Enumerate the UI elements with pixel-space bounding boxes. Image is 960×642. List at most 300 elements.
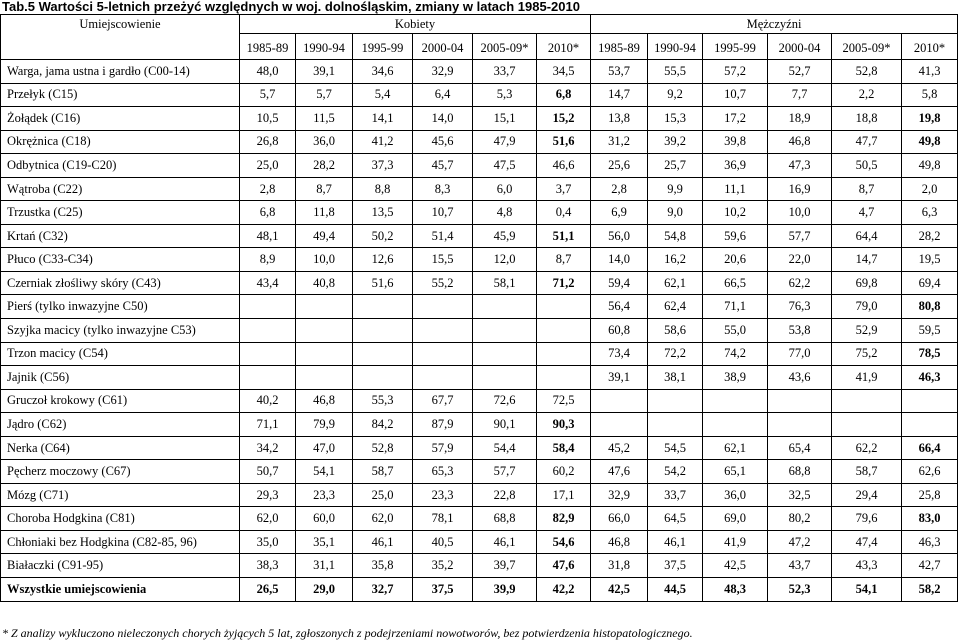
table-row <box>1 60 958 84</box>
women-value-cell: 31,1 <box>296 554 353 578</box>
men-value-cell <box>902 389 958 413</box>
men-value-cell <box>648 389 703 413</box>
table-row <box>1 154 958 178</box>
row-label: Pierś (tylko inwazyjne C50) <box>1 295 240 319</box>
table-row <box>1 389 958 413</box>
women-value-cell: 50,2 <box>353 224 413 248</box>
women-value-cell: 47,6 <box>537 554 591 578</box>
men-value-cell: 71,1 <box>703 295 768 319</box>
men-value-cell: 25,6 <box>591 154 648 178</box>
women-value-cell: 10,7 <box>413 201 473 225</box>
women-value-cell: 17,1 <box>537 483 591 507</box>
men-value-cell: 46,3 <box>902 366 958 390</box>
women-value-cell: 11,5 <box>296 107 353 131</box>
women-value-cell: 50,7 <box>240 460 296 484</box>
row-label: Jądro (C62) <box>1 413 240 437</box>
row-label: Trzon macicy (C54) <box>1 342 240 366</box>
men-value-cell: 52,8 <box>832 60 902 84</box>
men-value-cell: 47,2 <box>768 530 832 554</box>
men-value-cell <box>648 413 703 437</box>
table-row <box>1 578 958 602</box>
women-value-cell: 40,2 <box>240 389 296 413</box>
period-header-row <box>1 34 958 60</box>
women-value-cell <box>473 295 537 319</box>
row-label: Okrężnica (C18) <box>1 130 240 154</box>
women-value-cell: 43,4 <box>240 271 296 295</box>
women-value-cell: 12,0 <box>473 248 537 272</box>
women-value-cell: 15,2 <box>537 107 591 131</box>
row-label: Szyjka macicy (tylko inwazyjne C53) <box>1 319 240 343</box>
men-value-cell: 25,7 <box>648 154 703 178</box>
men-value-cell <box>591 389 648 413</box>
women-value-cell: 51,4 <box>413 224 473 248</box>
men-value-cell: 46,8 <box>591 530 648 554</box>
women-value-cell: 0,4 <box>537 201 591 225</box>
men-value-cell: 16,9 <box>768 177 832 201</box>
women-value-cell: 29,3 <box>240 483 296 507</box>
women-value-cell <box>353 366 413 390</box>
men-value-cell: 64,5 <box>648 507 703 531</box>
men-period-header: 2000-04 <box>768 34 832 60</box>
men-value-cell: 7,7 <box>768 83 832 107</box>
women-value-cell: 42,2 <box>537 578 591 602</box>
men-value-cell: 36,0 <box>703 483 768 507</box>
men-value-cell: 25,8 <box>902 483 958 507</box>
men-value-cell <box>703 389 768 413</box>
women-value-cell: 90,3 <box>537 413 591 437</box>
table-row <box>1 271 958 295</box>
women-value-cell: 84,2 <box>353 413 413 437</box>
table-row <box>1 201 958 225</box>
men-value-cell: 39,8 <box>703 130 768 154</box>
men-value-cell: 33,7 <box>648 483 703 507</box>
men-value-cell: 42,5 <box>591 578 648 602</box>
group-header-row <box>1 15 958 34</box>
men-value-cell: 54,8 <box>648 224 703 248</box>
men-value-cell: 57,2 <box>703 60 768 84</box>
men-value-cell: 45,2 <box>591 436 648 460</box>
women-period-header: 2005-09* <box>473 34 537 60</box>
women-value-cell <box>413 319 473 343</box>
women-value-cell: 33,7 <box>473 60 537 84</box>
women-value-cell: 8,7 <box>296 177 353 201</box>
women-value-cell: 71,2 <box>537 271 591 295</box>
women-value-cell: 78,1 <box>413 507 473 531</box>
table-title: Tab.5 Wartości 5-letnich przeżyć względnych w woj. dolnośląskim, zmiany w latach 1985-2010 <box>2 0 580 14</box>
women-value-cell: 39,7 <box>473 554 537 578</box>
women-value-cell: 79,9 <box>296 413 353 437</box>
men-value-cell: 46,8 <box>768 130 832 154</box>
women-value-cell <box>296 319 353 343</box>
table-body <box>1 60 958 602</box>
women-header: Kobiety <box>240 15 591 34</box>
women-value-cell <box>537 342 591 366</box>
men-value-cell: 69,0 <box>703 507 768 531</box>
women-period-header: 2000-04 <box>413 34 473 60</box>
survival-table <box>0 14 958 602</box>
women-value-cell <box>537 366 591 390</box>
women-value-cell <box>296 366 353 390</box>
women-value-cell <box>413 342 473 366</box>
men-value-cell: 36,9 <box>703 154 768 178</box>
women-value-cell <box>296 295 353 319</box>
row-label: Choroba Hodgkina (C81) <box>1 507 240 531</box>
women-value-cell: 57,7 <box>473 460 537 484</box>
men-value-cell: 31,8 <box>591 554 648 578</box>
women-value-cell: 35,0 <box>240 530 296 554</box>
men-value-cell: 78,5 <box>902 342 958 366</box>
table-row <box>1 130 958 154</box>
men-value-cell: 54,2 <box>648 460 703 484</box>
women-value-cell: 72,6 <box>473 389 537 413</box>
men-value-cell <box>703 413 768 437</box>
women-value-cell: 8,7 <box>537 248 591 272</box>
men-value-cell: 69,8 <box>832 271 902 295</box>
women-value-cell: 2,8 <box>240 177 296 201</box>
men-value-cell <box>832 413 902 437</box>
men-value-cell: 79,0 <box>832 295 902 319</box>
women-value-cell <box>537 295 591 319</box>
women-value-cell: 8,8 <box>353 177 413 201</box>
row-label: Odbytnica (C19-C20) <box>1 154 240 178</box>
women-value-cell: 8,9 <box>240 248 296 272</box>
women-value-cell: 5,3 <box>473 83 537 107</box>
men-value-cell: 18,9 <box>768 107 832 131</box>
men-value-cell <box>902 413 958 437</box>
men-value-cell: 2,8 <box>591 177 648 201</box>
row-label: Gruczoł krokowy (C61) <box>1 389 240 413</box>
men-value-cell <box>768 389 832 413</box>
men-value-cell: 28,2 <box>902 224 958 248</box>
table-row <box>1 483 958 507</box>
men-value-cell: 65,1 <box>703 460 768 484</box>
men-value-cell: 48,3 <box>703 578 768 602</box>
table-row <box>1 366 958 390</box>
men-value-cell: 10,2 <box>703 201 768 225</box>
women-value-cell: 37,5 <box>413 578 473 602</box>
men-value-cell: 52,3 <box>768 578 832 602</box>
men-value-cell: 9,9 <box>648 177 703 201</box>
row-label: Płuco (C33-C34) <box>1 248 240 272</box>
men-value-cell: 11,1 <box>703 177 768 201</box>
women-value-cell <box>473 342 537 366</box>
women-period-header: 1990-94 <box>296 34 353 60</box>
men-value-cell: 62,1 <box>703 436 768 460</box>
women-value-cell: 62,0 <box>240 507 296 531</box>
men-value-cell: 41,9 <box>703 530 768 554</box>
men-value-cell: 37,5 <box>648 554 703 578</box>
men-value-cell: 42,7 <box>902 554 958 578</box>
women-value-cell <box>240 295 296 319</box>
men-value-cell: 75,2 <box>832 342 902 366</box>
table-row <box>1 342 958 366</box>
men-value-cell: 66,5 <box>703 271 768 295</box>
row-label: Przełyk (C15) <box>1 83 240 107</box>
men-value-cell: 47,6 <box>591 460 648 484</box>
men-value-cell: 52,9 <box>832 319 902 343</box>
men-value-cell: 44,5 <box>648 578 703 602</box>
women-value-cell: 28,2 <box>296 154 353 178</box>
table-row <box>1 248 958 272</box>
women-value-cell: 40,5 <box>413 530 473 554</box>
women-period-header: 1995-99 <box>353 34 413 60</box>
women-period-header: 2010* <box>537 34 591 60</box>
women-value-cell: 14,1 <box>353 107 413 131</box>
men-value-cell: 74,2 <box>703 342 768 366</box>
men-value-cell: 29,4 <box>832 483 902 507</box>
women-value-cell: 25,0 <box>240 154 296 178</box>
women-value-cell: 11,8 <box>296 201 353 225</box>
men-value-cell: 32,9 <box>591 483 648 507</box>
table-row <box>1 319 958 343</box>
men-value-cell: 39,2 <box>648 130 703 154</box>
men-value-cell: 41,9 <box>832 366 902 390</box>
men-value-cell <box>768 413 832 437</box>
women-value-cell: 58,7 <box>353 460 413 484</box>
women-value-cell <box>473 319 537 343</box>
row-label: Trzustka (C25) <box>1 201 240 225</box>
women-value-cell: 45,6 <box>413 130 473 154</box>
men-value-cell: 15,3 <box>648 107 703 131</box>
table-row <box>1 295 958 319</box>
women-value-cell: 10,5 <box>240 107 296 131</box>
women-value-cell <box>296 342 353 366</box>
men-value-cell: 19,5 <box>902 248 958 272</box>
men-value-cell: 6,3 <box>902 201 958 225</box>
men-value-cell: 55,5 <box>648 60 703 84</box>
women-value-cell: 4,8 <box>473 201 537 225</box>
men-value-cell: 62,6 <box>902 460 958 484</box>
men-value-cell: 50,5 <box>832 154 902 178</box>
women-value-cell: 46,8 <box>296 389 353 413</box>
women-value-cell: 47,0 <box>296 436 353 460</box>
men-value-cell: 38,1 <box>648 366 703 390</box>
women-value-cell: 34,6 <box>353 60 413 84</box>
women-value-cell: 8,3 <box>413 177 473 201</box>
men-value-cell: 47,7 <box>832 130 902 154</box>
women-value-cell: 37,3 <box>353 154 413 178</box>
women-value-cell: 48,0 <box>240 60 296 84</box>
women-value-cell: 39,1 <box>296 60 353 84</box>
men-value-cell: 52,7 <box>768 60 832 84</box>
men-value-cell: 43,7 <box>768 554 832 578</box>
men-value-cell: 5,8 <box>902 83 958 107</box>
women-value-cell: 23,3 <box>413 483 473 507</box>
women-value-cell: 26,5 <box>240 578 296 602</box>
men-value-cell: 38,9 <box>703 366 768 390</box>
men-value-cell: 10,7 <box>703 83 768 107</box>
women-value-cell: 54,1 <box>296 460 353 484</box>
men-value-cell: 16,2 <box>648 248 703 272</box>
footnote: * Z analizy wykluczono nieleczonych chorych żyjących 5 lat, zgłoszonych z podejrzeniami nowotworów, bez potwierdzenia histopatologicznego. <box>2 626 693 640</box>
men-value-cell: 58,6 <box>648 319 703 343</box>
men-value-cell: 55,0 <box>703 319 768 343</box>
women-value-cell: 3,7 <box>537 177 591 201</box>
row-label: Białaczki (C91-95) <box>1 554 240 578</box>
men-value-cell: 62,1 <box>648 271 703 295</box>
men-value-cell: 49,8 <box>902 130 958 154</box>
women-value-cell <box>240 366 296 390</box>
men-value-cell: 53,8 <box>768 319 832 343</box>
women-value-cell: 10,0 <box>296 248 353 272</box>
men-value-cell: 6,9 <box>591 201 648 225</box>
men-value-cell: 20,6 <box>703 248 768 272</box>
men-value-cell: 54,1 <box>832 578 902 602</box>
women-value-cell: 6,4 <box>413 83 473 107</box>
men-value-cell: 68,8 <box>768 460 832 484</box>
men-value-cell: 56,0 <box>591 224 648 248</box>
row-label: Nerka (C64) <box>1 436 240 460</box>
men-value-cell: 17,2 <box>703 107 768 131</box>
men-value-cell: 8,7 <box>832 177 902 201</box>
men-value-cell: 9,2 <box>648 83 703 107</box>
men-value-cell: 79,6 <box>832 507 902 531</box>
men-value-cell: 53,7 <box>591 60 648 84</box>
men-value-cell: 49,8 <box>902 154 958 178</box>
men-value-cell: 62,2 <box>768 271 832 295</box>
women-value-cell: 51,1 <box>537 224 591 248</box>
row-label: Jajnik (C56) <box>1 366 240 390</box>
men-value-cell: 32,5 <box>768 483 832 507</box>
women-value-cell: 15,1 <box>473 107 537 131</box>
women-value-cell: 34,2 <box>240 436 296 460</box>
men-value-cell: 80,2 <box>768 507 832 531</box>
women-value-cell: 39,9 <box>473 578 537 602</box>
men-value-cell: 73,4 <box>591 342 648 366</box>
men-period-header: 2005-09* <box>832 34 902 60</box>
women-value-cell <box>240 319 296 343</box>
row-label: Mózg (C71) <box>1 483 240 507</box>
men-value-cell: 42,5 <box>703 554 768 578</box>
men-value-cell: 58,7 <box>832 460 902 484</box>
women-value-cell: 6,8 <box>537 83 591 107</box>
men-value-cell: 4,7 <box>832 201 902 225</box>
men-value-cell: 18,8 <box>832 107 902 131</box>
row-label: Czerniak złośliwy skóry (C43) <box>1 271 240 295</box>
women-value-cell <box>537 319 591 343</box>
table-row <box>1 460 958 484</box>
women-value-cell: 12,6 <box>353 248 413 272</box>
women-value-cell: 65,3 <box>413 460 473 484</box>
women-value-cell: 6,0 <box>473 177 537 201</box>
women-value-cell: 46,6 <box>537 154 591 178</box>
table-row <box>1 177 958 201</box>
women-value-cell: 5,7 <box>296 83 353 107</box>
women-value-cell: 47,9 <box>473 130 537 154</box>
men-value-cell: 19,8 <box>902 107 958 131</box>
women-value-cell: 87,9 <box>413 413 473 437</box>
table-row <box>1 530 958 554</box>
women-value-cell: 47,5 <box>473 154 537 178</box>
women-value-cell: 58,1 <box>473 271 537 295</box>
women-value-cell: 55,2 <box>413 271 473 295</box>
men-value-cell: 13,8 <box>591 107 648 131</box>
men-value-cell: 64,4 <box>832 224 902 248</box>
men-value-cell: 9,0 <box>648 201 703 225</box>
women-value-cell: 45,7 <box>413 154 473 178</box>
women-value-cell: 23,3 <box>296 483 353 507</box>
women-value-cell <box>353 342 413 366</box>
men-value-cell: 60,8 <box>591 319 648 343</box>
women-value-cell: 41,2 <box>353 130 413 154</box>
women-value-cell: 46,1 <box>473 530 537 554</box>
men-value-cell: 80,8 <box>902 295 958 319</box>
women-value-cell: 46,1 <box>353 530 413 554</box>
row-label: Wątroba (C22) <box>1 177 240 201</box>
men-value-cell: 59,5 <box>902 319 958 343</box>
men-value-cell <box>832 389 902 413</box>
men-value-cell: 77,0 <box>768 342 832 366</box>
women-value-cell <box>473 366 537 390</box>
women-value-cell: 55,3 <box>353 389 413 413</box>
men-value-cell: 83,0 <box>902 507 958 531</box>
men-header: Mężczyźni <box>591 15 958 34</box>
site-header-blank <box>1 34 240 60</box>
men-value-cell: 22,0 <box>768 248 832 272</box>
row-label: Chłoniaki bez Hodgkina (C82-85, 96) <box>1 530 240 554</box>
women-value-cell: 51,6 <box>353 271 413 295</box>
row-label: Krtań (C32) <box>1 224 240 248</box>
women-value-cell: 5,7 <box>240 83 296 107</box>
men-value-cell: 43,3 <box>832 554 902 578</box>
table-row <box>1 83 958 107</box>
women-value-cell: 26,8 <box>240 130 296 154</box>
men-value-cell: 31,2 <box>591 130 648 154</box>
women-value-cell: 48,1 <box>240 224 296 248</box>
women-value-cell: 54,6 <box>537 530 591 554</box>
men-value-cell: 54,5 <box>648 436 703 460</box>
women-value-cell: 13,5 <box>353 201 413 225</box>
women-value-cell: 40,8 <box>296 271 353 295</box>
men-value-cell: 10,0 <box>768 201 832 225</box>
women-value-cell: 32,9 <box>413 60 473 84</box>
men-value-cell: 47,4 <box>832 530 902 554</box>
women-period-header: 1985-89 <box>240 34 296 60</box>
men-value-cell: 69,4 <box>902 271 958 295</box>
women-value-cell: 49,4 <box>296 224 353 248</box>
women-value-cell: 82,9 <box>537 507 591 531</box>
men-value-cell: 14,7 <box>591 83 648 107</box>
men-period-header: 1985-89 <box>591 34 648 60</box>
men-value-cell: 66,0 <box>591 507 648 531</box>
women-value-cell: 32,7 <box>353 578 413 602</box>
women-value-cell: 35,8 <box>353 554 413 578</box>
men-period-header: 2010* <box>902 34 958 60</box>
women-value-cell: 45,9 <box>473 224 537 248</box>
women-value-cell: 14,0 <box>413 107 473 131</box>
women-value-cell: 58,4 <box>537 436 591 460</box>
women-value-cell: 38,3 <box>240 554 296 578</box>
women-value-cell: 90,1 <box>473 413 537 437</box>
men-value-cell: 65,4 <box>768 436 832 460</box>
women-value-cell: 62,0 <box>353 507 413 531</box>
men-value-cell: 2,2 <box>832 83 902 107</box>
women-value-cell: 15,5 <box>413 248 473 272</box>
women-value-cell: 35,2 <box>413 554 473 578</box>
men-value-cell: 46,1 <box>648 530 703 554</box>
table-row <box>1 436 958 460</box>
women-value-cell: 5,4 <box>353 83 413 107</box>
men-value-cell: 47,3 <box>768 154 832 178</box>
men-period-header: 1995-99 <box>703 34 768 60</box>
row-label: Wszystkie umiejscowienia <box>1 578 240 602</box>
women-value-cell: 68,8 <box>473 507 537 531</box>
women-value-cell <box>413 295 473 319</box>
men-value-cell: 59,4 <box>591 271 648 295</box>
women-value-cell: 57,9 <box>413 436 473 460</box>
men-value-cell: 66,4 <box>902 436 958 460</box>
men-value-cell: 76,3 <box>768 295 832 319</box>
